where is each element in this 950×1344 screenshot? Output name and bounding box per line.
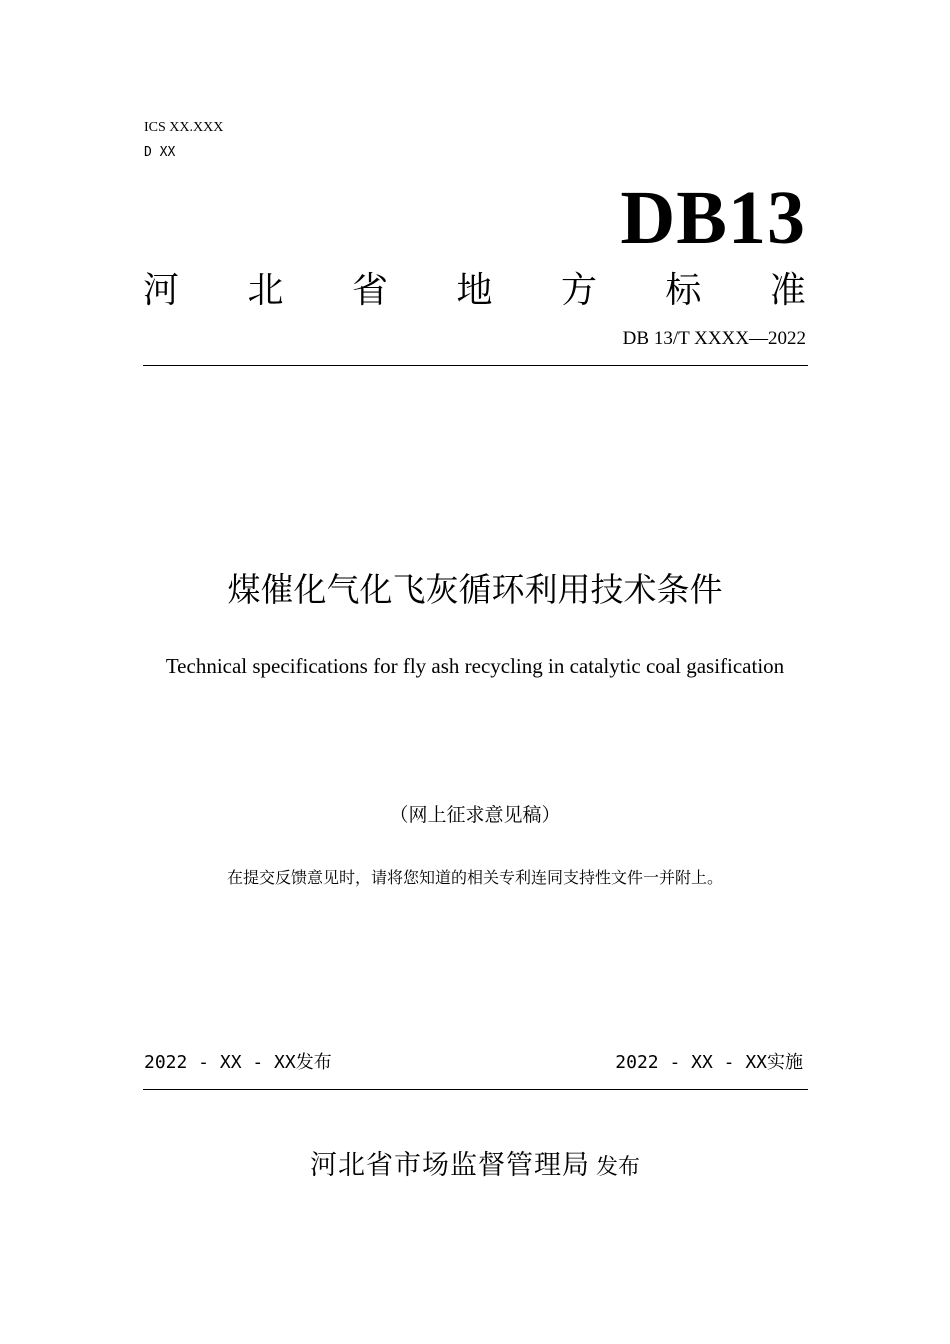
publisher-suffix: 发布 xyxy=(595,1155,640,1180)
standard-type-char: 地 xyxy=(456,270,493,311)
standard-type-heading xyxy=(143,266,806,316)
standard-type-char: 北 xyxy=(247,270,284,311)
patent-notice: 在提交反馈意见时，请将您知道的相关专利连同支持性文件一并附上。 xyxy=(226,868,723,887)
draft-label: （网上征求意见稿） xyxy=(389,804,561,826)
standard-type-char: 准 xyxy=(769,270,806,311)
document-title-chinese: 煤催化气化飞灰循环利用技术条件 xyxy=(227,570,723,609)
classification-code: D XX xyxy=(144,145,176,160)
implementation-date: 2022 - XX - XX实施 xyxy=(615,1052,803,1073)
standard-type-char: 方 xyxy=(560,270,597,311)
header-divider xyxy=(143,365,808,366)
footer-divider xyxy=(143,1089,808,1090)
standard-type-char: 省 xyxy=(351,270,388,311)
ics-code: ICS XX.XXX xyxy=(144,120,224,135)
publisher-organization: 河北省市场监督管理局 xyxy=(309,1150,590,1181)
publisher-line xyxy=(0,1146,950,1188)
standard-code-logo: DB13 xyxy=(620,176,806,260)
document-title-english: Technical specifications for fly ash recycling in catalytic coal gasification xyxy=(165,654,785,678)
issue-date: 2022 - XX - XX发布 xyxy=(144,1052,332,1073)
standard-type-char: 河 xyxy=(143,270,180,311)
standard-number: DB 13/T XXXX—2022 xyxy=(622,328,806,349)
standard-type-char: 标 xyxy=(665,270,702,311)
